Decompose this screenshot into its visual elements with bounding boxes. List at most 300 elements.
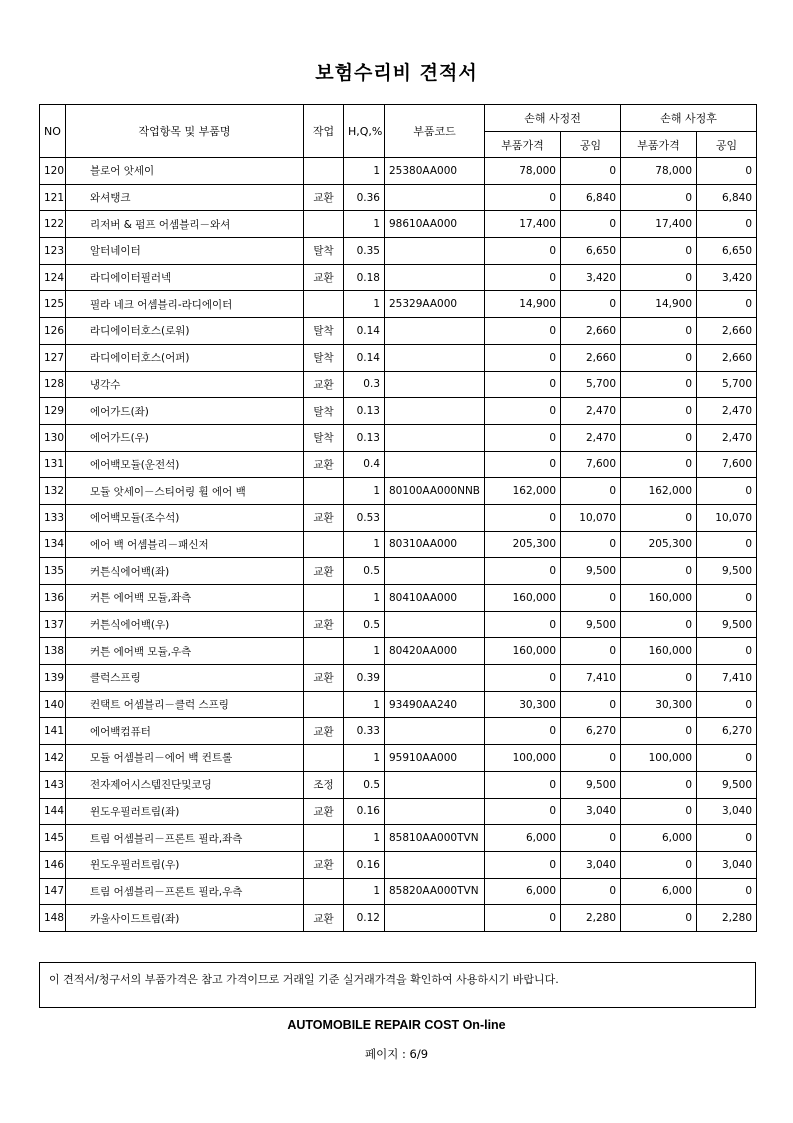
row-work-type xyxy=(304,291,344,318)
row-after-part-price: 160,000 xyxy=(621,638,697,665)
row-before-part-price: 0 xyxy=(485,371,561,398)
row-before-labor: 0 xyxy=(561,291,621,318)
row-item-name: 에어백모듈(운전석) xyxy=(66,451,304,478)
row-after-labor: 5,700 xyxy=(697,371,757,398)
row-part-code xyxy=(385,264,485,291)
row-no: 125 xyxy=(40,291,66,318)
row-no: 138 xyxy=(40,638,66,665)
row-work-type: 교환 xyxy=(304,718,344,745)
table-row xyxy=(40,851,757,878)
row-hq: 0.53 xyxy=(344,504,385,531)
row-work-type xyxy=(304,638,344,665)
row-item-name: 전자제어시스템진단및코딩 xyxy=(66,771,304,798)
table-row xyxy=(40,264,757,291)
row-before-part-price: 14,900 xyxy=(485,291,561,318)
row-part-code xyxy=(385,424,485,451)
row-hq: 0.5 xyxy=(344,558,385,585)
row-after-labor: 2,280 xyxy=(697,905,757,932)
row-hq: 0.14 xyxy=(344,344,385,371)
row-item-name: 윈도우필러트림(좌) xyxy=(66,798,304,825)
row-after-part-price: 78,000 xyxy=(621,158,697,185)
row-work-type: 교환 xyxy=(304,504,344,531)
row-item-name: 컨택트 어셈블리－클럭 스프링 xyxy=(66,691,304,718)
table-row xyxy=(40,158,757,185)
row-work-type: 교환 xyxy=(304,264,344,291)
row-after-labor: 9,500 xyxy=(697,558,757,585)
table-row xyxy=(40,771,757,798)
row-work-type: 교환 xyxy=(304,451,344,478)
row-no: 136 xyxy=(40,585,66,612)
row-part-code: 85810AA000TVN xyxy=(385,825,485,852)
row-part-code: 95910AA000 xyxy=(385,745,485,772)
row-item-name: 와셔탱크 xyxy=(66,184,304,211)
row-before-part-price: 0 xyxy=(485,718,561,745)
row-no: 139 xyxy=(40,665,66,692)
row-part-code: 98610AA000 xyxy=(385,211,485,238)
row-part-code xyxy=(385,798,485,825)
row-before-part-price: 0 xyxy=(485,238,561,265)
row-before-labor: 6,270 xyxy=(561,718,621,745)
row-no: 129 xyxy=(40,398,66,425)
row-part-code xyxy=(385,451,485,478)
header-row-top xyxy=(40,105,757,132)
row-before-part-price: 6,000 xyxy=(485,878,561,905)
row-hq: 1 xyxy=(344,878,385,905)
row-after-labor: 0 xyxy=(697,478,757,505)
row-no: 124 xyxy=(40,264,66,291)
row-before-labor: 0 xyxy=(561,158,621,185)
row-part-code xyxy=(385,771,485,798)
header-no: NO xyxy=(40,105,66,158)
table-row xyxy=(40,398,757,425)
row-hq: 1 xyxy=(344,531,385,558)
row-after-part-price: 100,000 xyxy=(621,745,697,772)
row-part-code xyxy=(385,665,485,692)
row-hq: 0.12 xyxy=(344,905,385,932)
row-hq: 0.4 xyxy=(344,451,385,478)
row-item-name: 알터네이터 xyxy=(66,238,304,265)
table-row xyxy=(40,665,757,692)
row-item-name: 냉각수 xyxy=(66,371,304,398)
row-part-code xyxy=(385,558,485,585)
row-no: 137 xyxy=(40,611,66,638)
row-no: 123 xyxy=(40,238,66,265)
row-part-code xyxy=(385,184,485,211)
row-before-part-price: 160,000 xyxy=(485,638,561,665)
row-after-labor: 7,410 xyxy=(697,665,757,692)
row-hq: 0.13 xyxy=(344,398,385,425)
row-after-labor: 3,420 xyxy=(697,264,757,291)
row-after-part-price: 0 xyxy=(621,611,697,638)
row-after-labor: 0 xyxy=(697,158,757,185)
row-part-code xyxy=(385,718,485,745)
row-after-labor: 0 xyxy=(697,825,757,852)
row-after-labor: 9,500 xyxy=(697,611,757,638)
row-item-name: 리저버 & 펌프 어셈블리－와셔 xyxy=(66,211,304,238)
row-part-code: 85820AA000TVN xyxy=(385,878,485,905)
row-hq: 0.35 xyxy=(344,238,385,265)
table-row xyxy=(40,531,757,558)
row-before-labor: 0 xyxy=(561,211,621,238)
row-part-code xyxy=(385,851,485,878)
row-before-labor: 9,500 xyxy=(561,611,621,638)
row-after-labor: 2,470 xyxy=(697,398,757,425)
row-after-labor: 10,070 xyxy=(697,504,757,531)
row-item-name: 모듈 앗세이－스티어링 휠 에어 백 xyxy=(66,478,304,505)
row-work-type xyxy=(304,585,344,612)
row-no: 140 xyxy=(40,691,66,718)
row-hq: 1 xyxy=(344,291,385,318)
row-part-code: 93490AA240 xyxy=(385,691,485,718)
estimate-table xyxy=(39,104,757,932)
row-item-name: 커튼식에어백(좌) xyxy=(66,558,304,585)
row-item-name: 라디에이터필러넥 xyxy=(66,264,304,291)
row-item-name: 블로어 앗세이 xyxy=(66,158,304,185)
table-row xyxy=(40,558,757,585)
row-before-part-price: 0 xyxy=(485,424,561,451)
row-item-name: 에어가드(좌) xyxy=(66,398,304,425)
row-no: 122 xyxy=(40,211,66,238)
row-after-labor: 0 xyxy=(697,638,757,665)
document-title: 보험수리비 견적서 xyxy=(315,62,478,84)
row-before-part-price: 0 xyxy=(485,905,561,932)
row-before-labor: 0 xyxy=(561,878,621,905)
row-item-name: 에어백모듈(조수석) xyxy=(66,504,304,531)
row-work-type: 교환 xyxy=(304,851,344,878)
row-no: 130 xyxy=(40,424,66,451)
row-after-labor: 2,470 xyxy=(697,424,757,451)
row-no: 133 xyxy=(40,504,66,531)
row-no: 135 xyxy=(40,558,66,585)
row-before-part-price: 0 xyxy=(485,798,561,825)
row-before-labor: 3,040 xyxy=(561,798,621,825)
table-row xyxy=(40,424,757,451)
table-row xyxy=(40,344,757,371)
row-after-part-price: 17,400 xyxy=(621,211,697,238)
row-item-name: 라디에이터호스(어퍼) xyxy=(66,344,304,371)
row-before-part-price: 0 xyxy=(485,264,561,291)
row-before-part-price: 0 xyxy=(485,504,561,531)
header-hq: H,Q,% xyxy=(344,105,385,158)
row-before-labor: 2,470 xyxy=(561,424,621,451)
row-part-code: 80310AA000 xyxy=(385,531,485,558)
row-before-part-price: 17,400 xyxy=(485,211,561,238)
table-row xyxy=(40,211,757,238)
header-after-part-price: 부품가격 xyxy=(621,132,697,158)
row-part-code: 80410AA000 xyxy=(385,585,485,612)
table-row xyxy=(40,718,757,745)
row-item-name: 필라 네크 어셈블리-라디에이터 xyxy=(66,291,304,318)
row-after-part-price: 0 xyxy=(621,264,697,291)
table-row xyxy=(40,451,757,478)
row-after-labor: 3,040 xyxy=(697,851,757,878)
header-before-labor: 공임 xyxy=(561,132,621,158)
row-after-part-price: 14,900 xyxy=(621,291,697,318)
row-item-name: 커튼 에어백 모듈,좌측 xyxy=(66,585,304,612)
row-after-labor: 0 xyxy=(697,745,757,772)
row-before-part-price: 0 xyxy=(485,558,561,585)
row-after-part-price: 0 xyxy=(621,771,697,798)
estimate-rows xyxy=(40,158,757,932)
row-part-code xyxy=(385,905,485,932)
row-no: 134 xyxy=(40,531,66,558)
table-row xyxy=(40,745,757,772)
table-row xyxy=(40,478,757,505)
row-item-name: 윈도우필러트림(우) xyxy=(66,851,304,878)
header-before: 손해 사정전 xyxy=(485,105,621,132)
row-item-name: 트림 어셈블리－프론트 필라,좌측 xyxy=(66,825,304,852)
row-hq: 0.16 xyxy=(344,798,385,825)
row-before-labor: 2,470 xyxy=(561,398,621,425)
row-part-code xyxy=(385,318,485,345)
row-part-code: 25380AA000 xyxy=(385,158,485,185)
row-part-code xyxy=(385,611,485,638)
row-work-type: 탈착 xyxy=(304,238,344,265)
row-item-name: 커튼식에어백(우) xyxy=(66,611,304,638)
row-work-type: 교환 xyxy=(304,558,344,585)
row-hq: 1 xyxy=(344,211,385,238)
row-no: 142 xyxy=(40,745,66,772)
row-no: 126 xyxy=(40,318,66,345)
row-work-type: 교환 xyxy=(304,371,344,398)
row-after-part-price: 0 xyxy=(621,504,697,531)
row-before-labor: 0 xyxy=(561,638,621,665)
row-after-labor: 7,600 xyxy=(697,451,757,478)
row-after-labor: 6,650 xyxy=(697,238,757,265)
row-after-labor: 0 xyxy=(697,878,757,905)
row-before-labor: 5,700 xyxy=(561,371,621,398)
row-work-type xyxy=(304,478,344,505)
row-before-labor: 0 xyxy=(561,745,621,772)
row-before-labor: 0 xyxy=(561,585,621,612)
row-before-labor: 0 xyxy=(561,825,621,852)
row-work-type: 교환 xyxy=(304,184,344,211)
row-item-name: 트림 어셈블리－프론트 필라,우측 xyxy=(66,878,304,905)
row-before-labor: 0 xyxy=(561,691,621,718)
footer-brand: AUTOMOBILE REPAIR COST On-line xyxy=(287,1018,506,1032)
row-work-type: 조정 xyxy=(304,771,344,798)
row-work-type: 탈착 xyxy=(304,398,344,425)
row-item-name: 라디에이터호스(로워) xyxy=(66,318,304,345)
row-part-code xyxy=(385,238,485,265)
notice-text: 이 견적서/청구서의 부품가격은 참고 가격이므로 거래일 기준 실거래가격을 확인하여 사용하시기 바랍니다. xyxy=(49,973,559,986)
row-after-part-price: 160,000 xyxy=(621,585,697,612)
row-item-name: 카울사이드트림(좌) xyxy=(66,905,304,932)
row-item-name: 에어백컴퓨터 xyxy=(66,718,304,745)
row-after-part-price: 0 xyxy=(621,318,697,345)
row-no: 127 xyxy=(40,344,66,371)
row-work-type xyxy=(304,745,344,772)
row-no: 120 xyxy=(40,158,66,185)
row-hq: 0.3 xyxy=(344,371,385,398)
row-hq: 1 xyxy=(344,638,385,665)
row-after-labor: 0 xyxy=(697,211,757,238)
row-before-part-price: 78,000 xyxy=(485,158,561,185)
page-number: 페이지 : 6/9 xyxy=(364,1047,429,1061)
row-work-type: 탈착 xyxy=(304,344,344,371)
notice-box xyxy=(39,962,756,1008)
row-before-part-price: 0 xyxy=(485,344,561,371)
row-before-part-price: 0 xyxy=(485,451,561,478)
row-work-type: 교환 xyxy=(304,905,344,932)
row-after-labor: 6,840 xyxy=(697,184,757,211)
row-after-labor: 3,040 xyxy=(697,798,757,825)
row-after-part-price: 0 xyxy=(621,851,697,878)
table-row xyxy=(40,825,757,852)
table-row xyxy=(40,691,757,718)
row-item-name: 모듈 어셈블리－에어 백 컨트롤 xyxy=(66,745,304,772)
row-part-code xyxy=(385,504,485,531)
row-before-labor: 3,040 xyxy=(561,851,621,878)
row-after-labor: 0 xyxy=(697,585,757,612)
row-part-code: 80100AA000NNB xyxy=(385,478,485,505)
row-hq: 0.5 xyxy=(344,771,385,798)
row-no: 145 xyxy=(40,825,66,852)
row-part-code: 80420AA000 xyxy=(385,638,485,665)
row-hq: 0.36 xyxy=(344,184,385,211)
row-no: 121 xyxy=(40,184,66,211)
row-work-type: 탈착 xyxy=(304,424,344,451)
row-after-part-price: 0 xyxy=(621,718,697,745)
row-before-part-price: 160,000 xyxy=(485,585,561,612)
header-item: 작업항목 및 부품명 xyxy=(66,105,304,158)
row-work-type xyxy=(304,211,344,238)
row-work-type xyxy=(304,691,344,718)
row-work-type xyxy=(304,825,344,852)
row-before-part-price: 0 xyxy=(485,665,561,692)
row-no: 128 xyxy=(40,371,66,398)
table-row xyxy=(40,878,757,905)
row-before-part-price: 205,300 xyxy=(485,531,561,558)
row-after-labor: 0 xyxy=(697,531,757,558)
row-hq: 0.14 xyxy=(344,318,385,345)
row-hq: 0.33 xyxy=(344,718,385,745)
table-row xyxy=(40,318,757,345)
header-after-labor: 공임 xyxy=(697,132,757,158)
row-work-type xyxy=(304,878,344,905)
row-before-labor: 6,840 xyxy=(561,184,621,211)
row-after-labor: 9,500 xyxy=(697,771,757,798)
row-before-labor: 2,280 xyxy=(561,905,621,932)
row-part-code: 25329AA000 xyxy=(385,291,485,318)
row-after-part-price: 162,000 xyxy=(621,478,697,505)
table-row xyxy=(40,905,757,932)
row-after-part-price: 0 xyxy=(621,905,697,932)
row-hq: 0.13 xyxy=(344,424,385,451)
row-after-labor: 6,270 xyxy=(697,718,757,745)
table-row xyxy=(40,184,757,211)
row-after-labor: 0 xyxy=(697,291,757,318)
row-before-part-price: 100,000 xyxy=(485,745,561,772)
row-work-type xyxy=(304,158,344,185)
row-after-part-price: 6,000 xyxy=(621,825,697,852)
header-work: 작업 xyxy=(304,105,344,158)
row-hq: 1 xyxy=(344,478,385,505)
row-work-type: 교환 xyxy=(304,665,344,692)
row-after-part-price: 0 xyxy=(621,398,697,425)
row-item-name: 커튼 에어백 모듈,우측 xyxy=(66,638,304,665)
row-hq: 1 xyxy=(344,825,385,852)
row-hq: 1 xyxy=(344,691,385,718)
row-before-part-price: 162,000 xyxy=(485,478,561,505)
row-part-code xyxy=(385,371,485,398)
row-hq: 0.39 xyxy=(344,665,385,692)
row-before-labor: 3,420 xyxy=(561,264,621,291)
row-work-type: 교환 xyxy=(304,611,344,638)
row-after-labor: 2,660 xyxy=(697,344,757,371)
row-before-labor: 6,650 xyxy=(561,238,621,265)
row-before-labor: 7,600 xyxy=(561,451,621,478)
row-work-type: 교환 xyxy=(304,798,344,825)
row-before-labor: 9,500 xyxy=(561,771,621,798)
row-no: 132 xyxy=(40,478,66,505)
row-before-part-price: 0 xyxy=(485,771,561,798)
row-before-part-price: 30,300 xyxy=(485,691,561,718)
row-before-part-price: 6,000 xyxy=(485,825,561,852)
row-no: 131 xyxy=(40,451,66,478)
row-before-labor: 2,660 xyxy=(561,318,621,345)
table-row xyxy=(40,611,757,638)
table-row xyxy=(40,798,757,825)
row-after-part-price: 0 xyxy=(621,424,697,451)
row-hq: 1 xyxy=(344,585,385,612)
table-row xyxy=(40,371,757,398)
row-after-part-price: 0 xyxy=(621,371,697,398)
header-after: 손해 사정후 xyxy=(621,105,757,132)
row-hq: 0.5 xyxy=(344,611,385,638)
row-after-part-price: 6,000 xyxy=(621,878,697,905)
row-work-type xyxy=(304,531,344,558)
row-after-part-price: 0 xyxy=(621,798,697,825)
table-row xyxy=(40,585,757,612)
header-before-part-price: 부품가격 xyxy=(485,132,561,158)
row-part-code xyxy=(385,344,485,371)
row-item-name: 에어가드(우) xyxy=(66,424,304,451)
row-no: 143 xyxy=(40,771,66,798)
row-after-part-price: 0 xyxy=(621,558,697,585)
row-no: 144 xyxy=(40,798,66,825)
row-part-code xyxy=(385,398,485,425)
row-after-part-price: 0 xyxy=(621,665,697,692)
row-after-labor: 2,660 xyxy=(697,318,757,345)
row-after-part-price: 0 xyxy=(621,451,697,478)
row-after-part-price: 0 xyxy=(621,238,697,265)
row-before-labor: 10,070 xyxy=(561,504,621,531)
table-row xyxy=(40,291,757,318)
table-row xyxy=(40,638,757,665)
table-row xyxy=(40,504,757,531)
row-before-part-price: 0 xyxy=(485,184,561,211)
row-no: 146 xyxy=(40,851,66,878)
row-hq: 1 xyxy=(344,745,385,772)
row-no: 147 xyxy=(40,878,66,905)
row-work-type: 탈착 xyxy=(304,318,344,345)
row-no: 141 xyxy=(40,718,66,745)
row-after-part-price: 0 xyxy=(621,184,697,211)
row-hq: 0.16 xyxy=(344,851,385,878)
row-after-part-price: 205,300 xyxy=(621,531,697,558)
row-before-labor: 7,410 xyxy=(561,665,621,692)
row-before-part-price: 0 xyxy=(485,851,561,878)
row-before-labor: 0 xyxy=(561,531,621,558)
row-after-part-price: 0 xyxy=(621,344,697,371)
row-item-name: 클럭스프링 xyxy=(66,665,304,692)
table-row xyxy=(40,238,757,265)
row-before-labor: 9,500 xyxy=(561,558,621,585)
row-before-part-price: 0 xyxy=(485,318,561,345)
row-before-part-price: 0 xyxy=(485,611,561,638)
row-after-labor: 0 xyxy=(697,691,757,718)
